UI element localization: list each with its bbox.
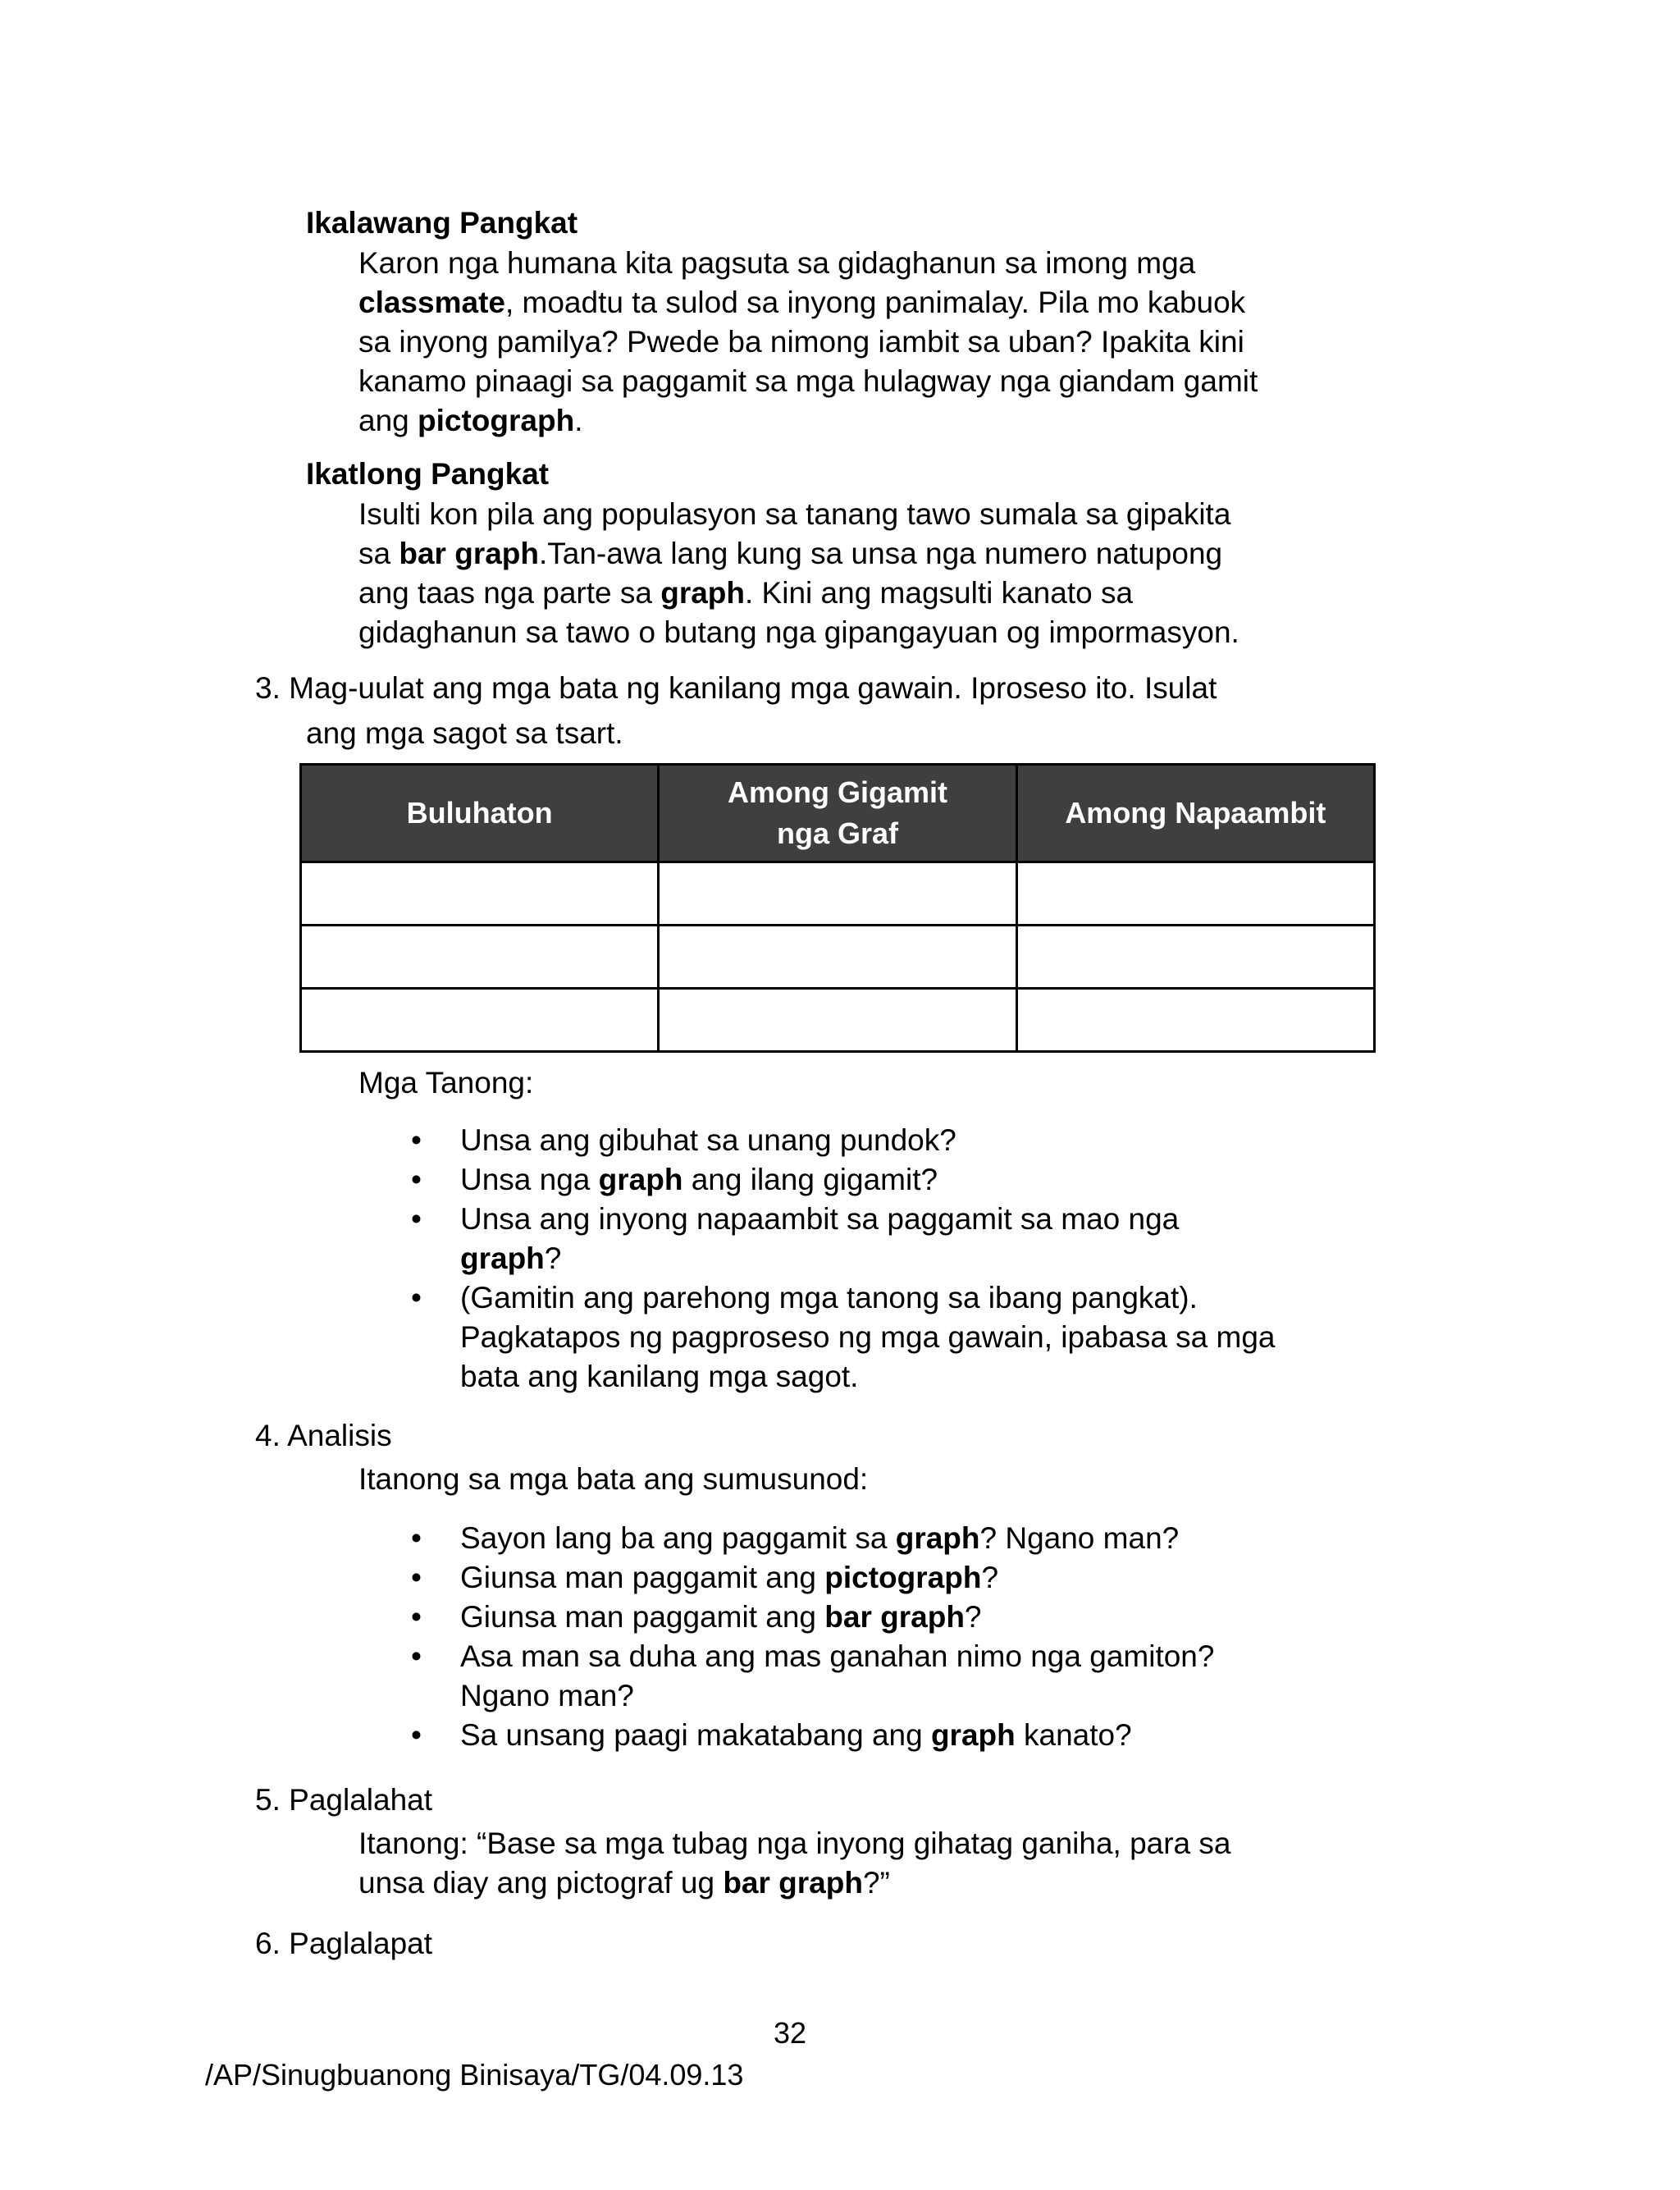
item5-line-2: unsa diay ang pictograf ug bar graph?”	[358, 1866, 890, 1900]
list-item: • Asa man sa duha ang mas ganahan nimo nga gamiton? Ngano man?	[358, 1637, 1214, 1716]
questions-label: Mga Tanong:	[358, 1066, 534, 1100]
bullet-icon: •	[411, 1639, 422, 1673]
item5-title: 5. Paglalahat	[255, 1783, 433, 1817]
bullet-icon: •	[411, 1202, 422, 1236]
group3-line-1: Isulti kon pila ang populasyon sa tanang tawo sumala sa gipakita	[358, 497, 1231, 531]
item6-title: 6. Paglalapat	[255, 1927, 433, 1960]
answer-chart-table	[299, 763, 1376, 1053]
bullet-icon: •	[411, 1281, 422, 1314]
bold-term: pictograph	[418, 404, 575, 437]
group2-line-1: Karon nga humana kita pagsuta sa gidaghanun sa imong mga	[358, 246, 1196, 280]
item4-intro: Itanong sa mga bata ang sumusunod:	[358, 1462, 869, 1496]
questions-list	[358, 1121, 1276, 1397]
table-cell[interactable]	[301, 862, 659, 926]
bold-term: bar graph	[399, 537, 539, 570]
header-among-napaambit: Among Napaambit	[1016, 765, 1374, 862]
table-cell[interactable]	[1016, 926, 1374, 989]
item5-paragraph	[358, 1824, 1425, 1903]
bold-term: graph	[660, 576, 745, 610]
group2-line-2: classmate, moadtu ta sulod sa inyong panimalay. Pila mo kabuok	[358, 286, 1246, 319]
bold-term: classmate	[358, 286, 505, 319]
list-item: • Unsa ang gibuhat sa unang pundok?	[358, 1121, 1276, 1160]
bullet-icon: •	[411, 1600, 422, 1634]
list-item: • (Gamitin ang parehong mga tanong sa ibang pangkat). Pagkatapos ng pagproseso ng mga gawain, ipabasa sa mga bata ang kanilang mga sagot.	[358, 1278, 1276, 1397]
table-cell[interactable]	[301, 926, 659, 989]
analysis-list	[358, 1519, 1214, 1755]
list-item: • Giunsa man paggamit ang bar graph?	[358, 1598, 1214, 1637]
table-cell[interactable]	[1016, 989, 1374, 1052]
page-number: 32	[774, 2016, 807, 2050]
bullet-icon: •	[411, 1718, 422, 1752]
group2-title: Ikalawang Pangkat	[306, 206, 578, 240]
group3-line-3: ang taas nga parte sa graph. Kini ang magsulti kanato sa	[358, 576, 1134, 610]
header-buluhaton: Buluhaton	[301, 765, 659, 862]
item5-line-1: Itanong: “Base sa mga tubag nga inyong gihatag ganiha, para sa	[358, 1827, 1231, 1860]
group3-paragraph	[358, 495, 1425, 652]
table-cell[interactable]	[1016, 862, 1374, 926]
group2-line-3: sa inyong pamilya? Pwede ba nimong iambit sa uban? Ipakita kini	[358, 325, 1244, 359]
document-code: /AP/Sinugbuanong Binisaya/TG/04.09.13	[205, 2058, 744, 2092]
table-row	[301, 989, 1375, 1052]
item3-line-2: ang mga sagot sa tsart.	[306, 716, 623, 750]
group2-paragraph	[358, 244, 1425, 441]
table-cell[interactable]	[301, 989, 659, 1052]
table-cell[interactable]	[659, 989, 1016, 1052]
bullet-icon: •	[411, 1561, 422, 1594]
bullet-icon: •	[411, 1163, 422, 1196]
group2-line-5: ang pictograph.	[358, 404, 583, 437]
item3-line-1: 3. Mag-uulat ang mga bata ng kanilang mga gawain. Iproseso ito. Isulat	[255, 671, 1217, 705]
list-item: • Sayon lang ba ang paggamit sa graph? Ngano man?	[358, 1519, 1214, 1558]
table-cell[interactable]	[659, 926, 1016, 989]
table-row	[301, 862, 1375, 926]
list-item: • Sa unsang paagi makatabang ang graph kanato?	[358, 1716, 1214, 1755]
list-item: • Unsa nga graph ang ilang gigamit?	[358, 1160, 1276, 1200]
list-item: • Unsa ang inyong napaambit sa paggamit sa mao nga graph?	[358, 1200, 1276, 1278]
group3-line-2: sa bar graph.Tan-awa lang kung sa unsa nga numero natupong	[358, 537, 1223, 570]
bullet-icon: •	[411, 1123, 422, 1157]
table-cell[interactable]	[659, 862, 1016, 926]
table-header-row	[301, 765, 1375, 862]
table-row	[301, 926, 1375, 989]
group3-title: Ikatlong Pangkat	[306, 457, 550, 491]
item4-title: 4. Analisis	[255, 1419, 392, 1452]
group3-line-4: gidaghanun sa tawo o butang nga gipangayuan og impormasyon.	[358, 615, 1239, 649]
bullet-icon: •	[411, 1521, 422, 1555]
header-among-gigamit: Among Gigamit nga Graf	[659, 765, 1016, 862]
group2-line-4: kanamo pinaagi sa paggamit sa mga hulagway nga giandam gamit	[358, 364, 1258, 398]
list-item: • Giunsa man paggamit ang pictograph?	[358, 1558, 1214, 1598]
